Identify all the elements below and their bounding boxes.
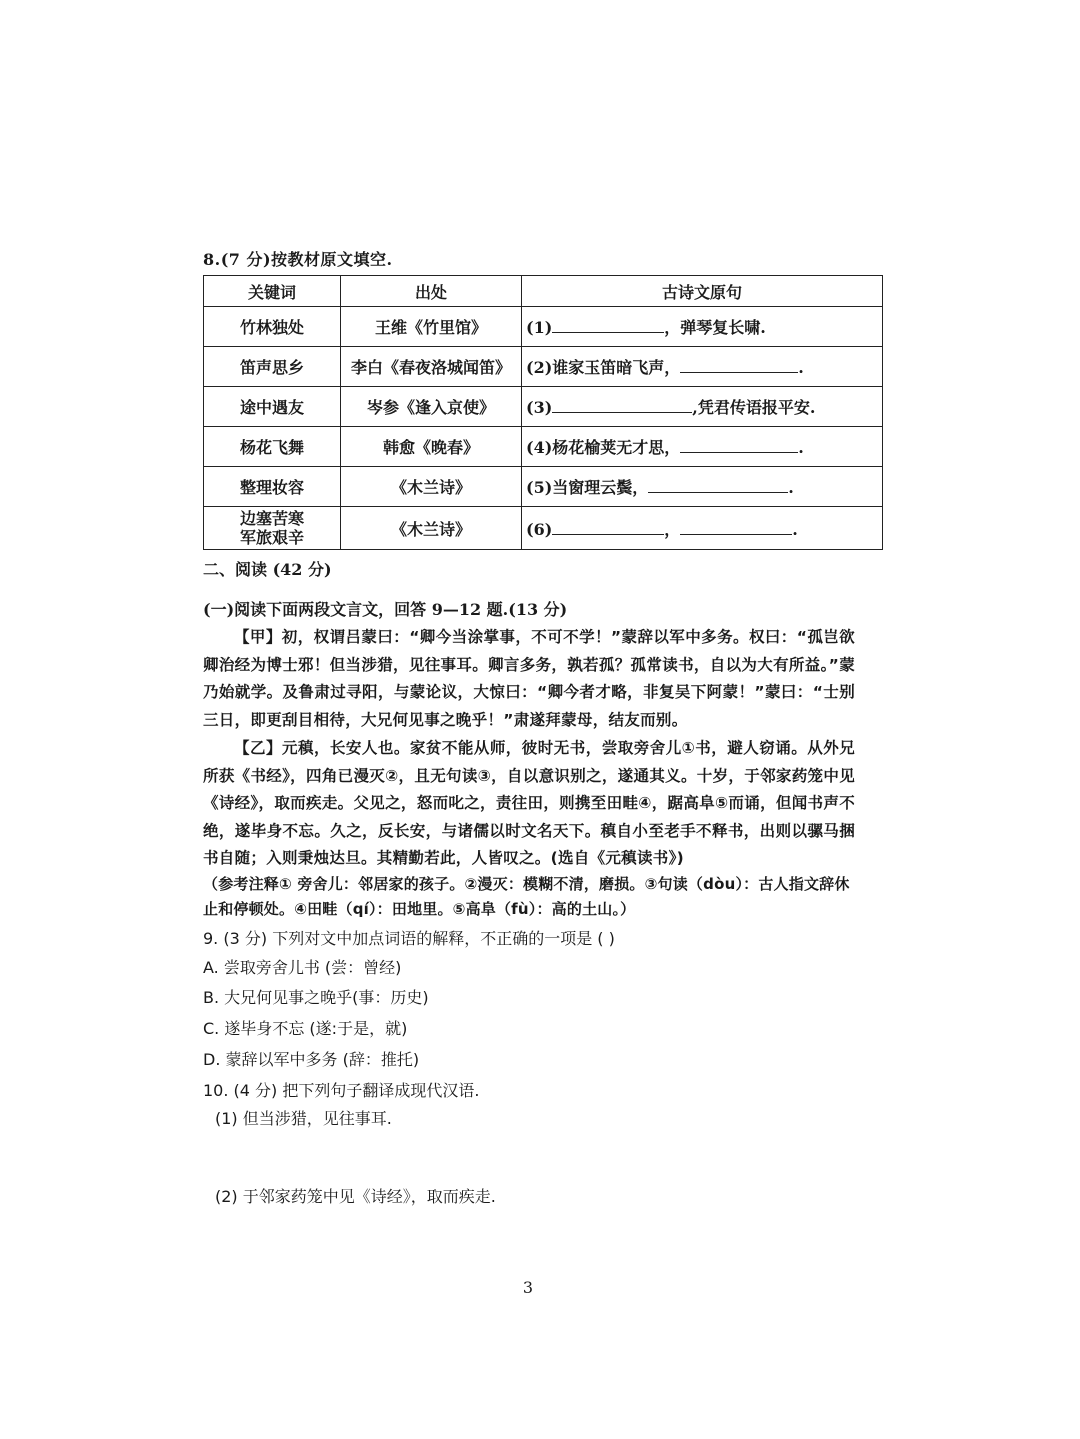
- line-prefix: (6): [526, 519, 553, 539]
- answer-blank[interactable]: [552, 520, 664, 535]
- table-row: [204, 347, 883, 387]
- answer-blank[interactable]: [552, 318, 664, 333]
- header-keyword: 关键词: [204, 276, 341, 307]
- header-source: 出处: [341, 276, 522, 307]
- table-row: [204, 427, 883, 467]
- line-cell: [522, 507, 883, 550]
- line-suffix: .: [798, 438, 804, 457]
- line-suffix: .: [798, 358, 804, 377]
- line-cell: [522, 467, 883, 507]
- line-prefix: (5)当窗理云鬓，: [526, 478, 649, 497]
- answer-blank[interactable]: [648, 478, 788, 493]
- keyword-line: 边塞苦寒: [239, 509, 304, 528]
- source-cell: 岑参《逢入京使》: [341, 387, 522, 427]
- question-10-item: (2) 于邻家药笼中见《诗经》，取而疾走.: [215, 1187, 496, 1206]
- table-row: [204, 307, 883, 347]
- keyword-cell: 竹林独处: [204, 307, 341, 347]
- keyword-cell: 整理妆容: [204, 467, 341, 507]
- line-cell: [522, 347, 883, 387]
- keyword-cell: [204, 507, 341, 550]
- passage-a: 【甲】初，权谓吕蒙曰：“卿今当涂掌事，不可不学！”蒙辞以军中多务。权曰：“孤岂欲卿治经为博士邪！但当涉猎，见往事耳。卿言多务，孰若孤？孤常读书，自以为大有所益。”蒙乃始就学。及鲁肃过寻阳，与蒙论议，大惊曰：“卿今者才略，非复吴下阿蒙！”蒙曰：“士别三日，即更刮目相待，大兄何见事之晚乎！”肃遂拜蒙母，结友而别。: [203, 628, 855, 729]
- line-suffix: .: [792, 519, 798, 539]
- source-cell: 王维《竹里馆》: [341, 307, 522, 347]
- line-suffix: ，弹琴复长啸.: [664, 318, 766, 337]
- line-prefix: (2)谁家玉笛暗飞声，: [526, 358, 681, 377]
- answer-blank[interactable]: [680, 520, 792, 535]
- section-heading: 二、阅读 (42 分): [203, 560, 332, 579]
- keyword-cell: 笛声思乡: [204, 347, 341, 387]
- fill-in-table: [203, 275, 883, 550]
- question-8-title: 8.(7 分)按教材原文填空.: [203, 250, 393, 269]
- line-cell: [522, 307, 883, 347]
- header-original-line: 古诗文原句: [522, 276, 883, 307]
- line-suffix: ,凭君传语报平安.: [692, 398, 816, 417]
- line-prefix: (4)杨花榆荚无才思，: [526, 438, 681, 457]
- question-10-stem: 10. (4 分) 把下列句子翻译成现代汉语.: [203, 1081, 480, 1100]
- source-cell: 《木兰诗》: [341, 507, 522, 550]
- line-cell: [522, 387, 883, 427]
- keyword-line: 军旅艰辛: [239, 528, 304, 547]
- answer-blank[interactable]: [680, 358, 798, 373]
- option-c[interactable]: C. 遂毕身不忘 (遂:于是，就): [203, 1019, 408, 1038]
- source-cell: 李白《春夜洛城闻笛》: [341, 347, 522, 387]
- question-9-stem: 9. (3 分) 下列对文中加点词语的解释，不正确的一项是 ( ): [203, 929, 615, 948]
- option-b[interactable]: B. 大兄何见事之晚乎(事：历史): [203, 988, 429, 1007]
- annotation-notes: （参考注释① 旁舍儿：邻居家的孩子。②漫灭：模糊不清，磨损。③句读（dòu）：古人指文辞休止和停顿处。④田畦（qí）：田地里。⑤高阜（fù）：高的土山。）: [203, 875, 850, 918]
- answer-blank[interactable]: [680, 438, 798, 453]
- source-cell: 韩愈《晚春》: [341, 427, 522, 467]
- answer-blank[interactable]: [552, 398, 692, 413]
- option-a[interactable]: A. 尝取旁舍儿书 (尝：曾经): [203, 958, 402, 977]
- option-d[interactable]: D. 蒙辞以军中多务 (辞：推托): [203, 1050, 420, 1069]
- line-separator: ，: [664, 519, 681, 539]
- table-row: [204, 507, 883, 550]
- table-header-row: [204, 276, 883, 307]
- keyword-cell: 途中遇友: [204, 387, 341, 427]
- source-cell: 《木兰诗》: [341, 467, 522, 507]
- line-prefix: (1): [526, 318, 553, 337]
- line-cell: [522, 427, 883, 467]
- line-suffix: .: [788, 478, 794, 497]
- line-prefix: (3): [526, 398, 553, 417]
- page-number: 3: [522, 1278, 534, 1297]
- table-row: [204, 467, 883, 507]
- table-row: [204, 387, 883, 427]
- passage-b: 【乙】元稹，长安人也。家贫不能从师，彼时无书，尝取旁舍儿①书，避人窃诵。从外兄所获《书经》，四角已漫灭②，且无句读③，自以意识别之，遂通其义。十岁，于邻家药笼中见《诗经》，取而疾走。父见之，怒而叱之，责往田，则携至田畦④，踞高阜⑤而诵，但闻书声不绝，遂毕身不忘。久之，反长安，与诸儒以时文名天下。稹自小至老手不释书，出则以骡马捆书自随；入则秉烛达旦。其精勤若此，人皆叹之。(选自《元稹读书》): [203, 739, 855, 867]
- part-heading: (一)阅读下面两段文言文，回答 9—12 题.(13 分): [203, 600, 568, 619]
- question-10-item: (1) 但当涉猎，见往事耳.: [215, 1109, 392, 1128]
- keyword-cell: 杨花飞舞: [204, 427, 341, 467]
